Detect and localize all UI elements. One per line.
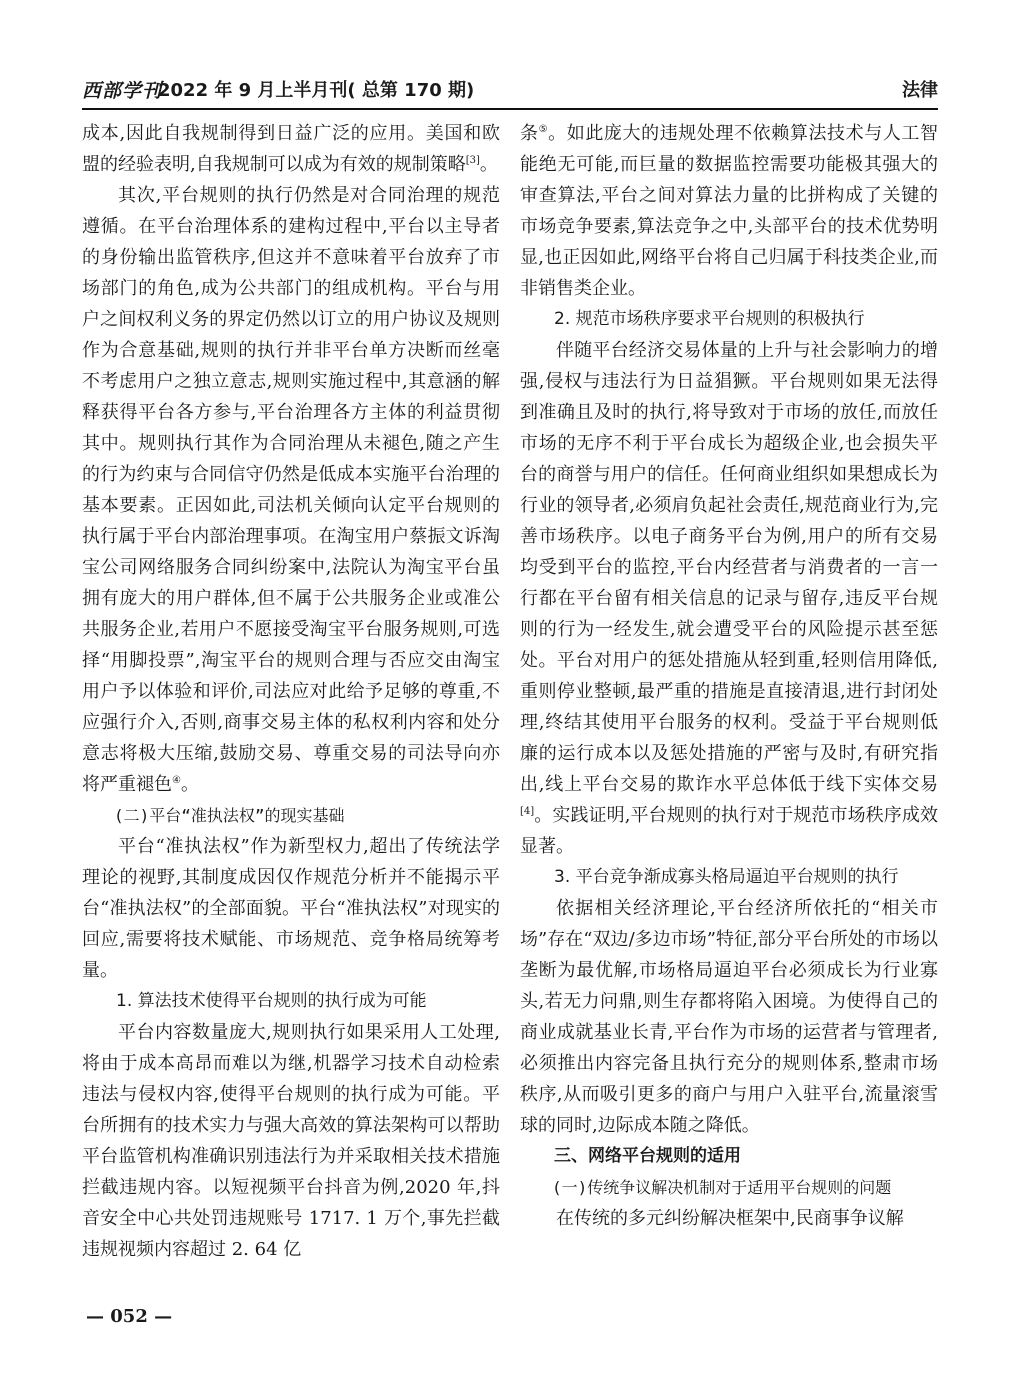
left-column xyxy=(82,118,500,1265)
issue-info: 2022 年 9 月上半月刊( 总第 170 期) xyxy=(158,80,475,101)
paragraph: 伴随平台经济交易体量的上升与社会影响力的增强,侵权与违法行为日益猖獗。平台规则如果无法得到准确且及时的执行,将导致对于市场的放任,而放任市场的无序不利于平台成长为超级企业,也会损失平台的商誉与用户的信任。任何商业组织如果想成长为行业的领导者,必须肩负起社会责任,规范商业行为,完善市场秩序。以电子商务平台为例,用户的所有交易均受到平台的监控,平台内经营者与消费者的一言一行都在平台留有相关信息的记录与留存,违反平台规则的行为一经发生,就会遭受平台的风险提示甚至惩处。平台对用户的惩处措施从轻到重,轻则信用降低,重则停业整顿,最严重的措施是直接清退,进行封闭处理,终结其使用平台服务的权利。受益于平台规则低廉的运行成本以及惩处措施的严密与及时,有研究指出,线上平台交易的欺诈水平总体低于线下实体交易[4]。实践证明,平台规则的执行对于规范市场秩序成效显著。 xyxy=(520,340,938,857)
right-column xyxy=(520,118,938,1234)
paragraph: 条⑤。如此庞大的违规处理不依赖算法技术与人工智能绝无可能,而巨量的数据监控需要功能极其强大的审查算法,平台之间对算法力量的比拼构成了关键的市场竞争要素,算法竞争之中,头部平台的技术优势明显,也正因如此,网络平台将自己归属于科技类企业,而非销售类企业。 xyxy=(520,123,939,299)
page-number: — 052 — xyxy=(86,1306,173,1327)
subsubsection-heading: 3. 平台竞争渐成寡头格局逼迫平台规则的执行 xyxy=(554,867,899,887)
subsection-heading: (一)传统争议解决机制对于适用平台规则的问题 xyxy=(552,1178,892,1197)
paragraph: 成本,因此自我规制得到日益广泛的应用。美国和欧盟的经验表明,自我规制可以成为有效的规制策略[3]。 xyxy=(82,123,500,175)
paragraph: 平台内容数量庞大,规则执行如果采用人工处理,将由于成本高昂而难以为继,机器学习技术自动检索违法与侵权内容,使得平台规则的执行成为可能。平台所拥有的技术实力与强大高效的算法架构可以帮助平台监管机构准确识别违法行为并采取相关技术措施拦截违规内容。以短视频平台抖音为例,2020 年,抖音安全中心共处罚违规账号 1717. 1 万个,事先拦截违规视频内容超过 2. 64 亿 xyxy=(82,1022,500,1260)
citation-ref: [3] xyxy=(465,155,480,166)
paragraph: 依据相关经济理论,平台经济所依托的“相关市场”存在“双边/多边市场”特征,部分平台所处的市场以垄断为最优解,市场格局逼迫平台必须成长为行业寡头,若无力问鼎,则生存都将陷入困境。为使得自己的商业成就基业长青,平台作为市场的运营者与管理者,必须推出内容完备且执行充分的规则体系,整肃市场秩序,从而吸引更多的商户与用户入驻平台,流量滚雪球的同时,边际成本随之降低。 xyxy=(520,898,938,1136)
paragraph: 在传统的多元纠纷解决框架中,民商事争议解 xyxy=(556,1208,904,1229)
subsubsection-heading: 1. 算法技术使得平台规则的执行成为可能 xyxy=(116,991,427,1011)
section-heading: 三、网络平台规则的适用 xyxy=(554,1146,741,1166)
subsubsection-heading: 2. 规范市场秩序要求平台规则的积极执行 xyxy=(554,309,865,329)
subsection-heading: (二)平台“准执法权”的现实基础 xyxy=(114,806,345,825)
paragraph: 其次,平台规则的执行仍然是对合同治理的规范遵循。在平台治理体系的建构过程中,平台以主导者的身份输出监管秩序,但这并不意味着平台放弃了市场部门的角色,成为公共部门的组成机构。平台与用户之间权利义务的界定仍然以订立的用户协议及规则作为合意基础,规则的执行并非平台单方决断而丝毫不考虑用户之独立意志,规则实施过程中,其意涵的解释获得平台各方参与,平台治理各方主体的利益贯彻其中。规则执行其作为合同治理从未褪色,随之产生的行为约束与合同信守仍然是低成本实施平台治理的基本要素。正因如此,司法机关倾向认定平台规则的执行属于平台内部治理事项。在淘宝用户蔡振文诉淘宝公司网络服务合同纠纷案中,法院认为淘宝平台虽拥有庞大的用户群体,但不属于公共服务企业或准公共服务企业,若用户不愿接受淘宝平台服务规则,可选择“用脚投票”,淘宝平台的规则合理与否应交由淘宝用户予以体验和评价,司法应对此给予足够的尊重,不应强行介入,否则,商事交易主体的私权利内容和处分意志将极大压缩,鼓励交易、尊重交易的司法导向亦将严重褪色④。 xyxy=(82,185,500,795)
footnote-ref: ④ xyxy=(172,775,181,786)
page-header xyxy=(82,74,938,110)
paragraph: 平台“准执法权”作为新型权力,超出了传统法学理论的视野,其制度成因仅作规范分析并不能揭示平台“准执法权”的全部面貌。平台“准执法权”对现实的回应,需要将技术赋能、市场规范、竞争格局统筹考量。 xyxy=(82,836,500,981)
journal-logo: 西部学刊 xyxy=(82,80,163,102)
citation-ref: [4] xyxy=(520,806,535,817)
section-label: 法律 xyxy=(902,80,938,101)
footnote-ref: ⑤ xyxy=(538,124,549,135)
